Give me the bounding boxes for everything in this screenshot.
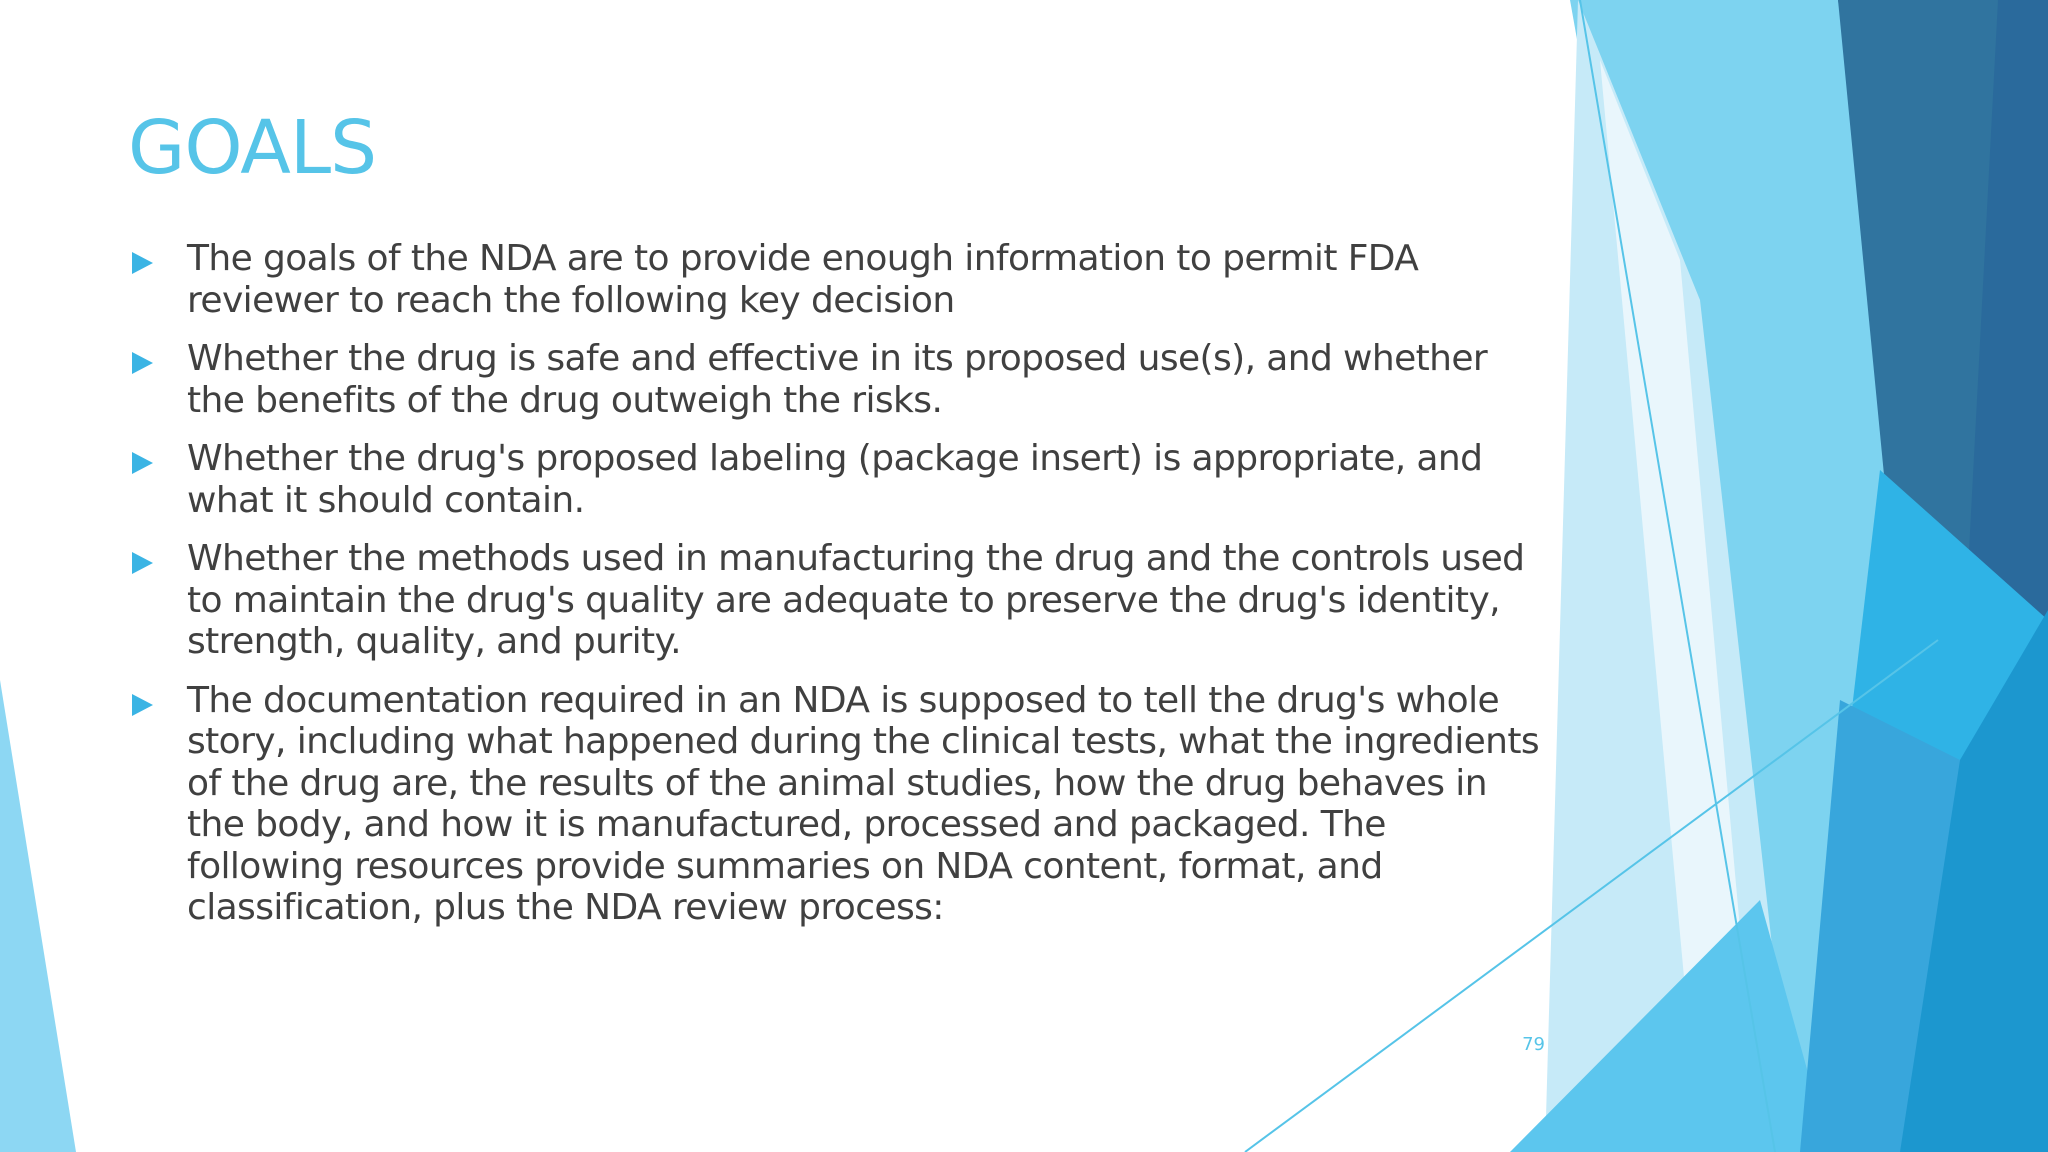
bullet-text: Whether the drug is safe and effective in its proposed use(s), and whether the benefits of the drug outweigh the risks. xyxy=(187,338,1488,421)
slide-title: GOALS xyxy=(128,105,377,191)
triangle-bullet-icon xyxy=(132,694,153,716)
bullet-text: The documentation required in an NDA is supposed to tell the drug's whole story, including what happened during the clinical tests, what the ingredients of the drug are, the results of the animal studies, how the drug behaves in the body, and how it is manufactured, processed and packaged. The following resources provide summaries on NDA content, format, and classification, plus the NDA review process: xyxy=(187,679,1540,928)
triangle-bullet-icon xyxy=(132,552,153,574)
bullet-item xyxy=(132,680,1552,929)
bullet-list xyxy=(132,238,1552,946)
triangle-bullet-icon xyxy=(132,452,153,474)
bullet-text: Whether the methods used in manufacturing the drug and the controls used to maintain the drug's quality are adequate to preserve the drug's identity, strength, quality, and purity. xyxy=(187,538,1525,662)
left-edge-shape xyxy=(0,680,76,1152)
triangle-bullet-icon xyxy=(132,252,153,274)
page-number: 79 xyxy=(1522,1034,1545,1055)
bullet-text: Whether the drug's proposed labeling (package insert) is appropriate, and what it should contain. xyxy=(187,438,1483,521)
bullet-item xyxy=(132,538,1552,663)
triangle-bullet-icon xyxy=(132,352,153,374)
bullet-text: The goals of the NDA are to provide enough information to permit FDA reviewer to reach the following key decision xyxy=(187,238,1419,321)
bullet-item xyxy=(132,238,1552,321)
bullet-item xyxy=(132,338,1552,421)
bullet-item xyxy=(132,438,1552,521)
